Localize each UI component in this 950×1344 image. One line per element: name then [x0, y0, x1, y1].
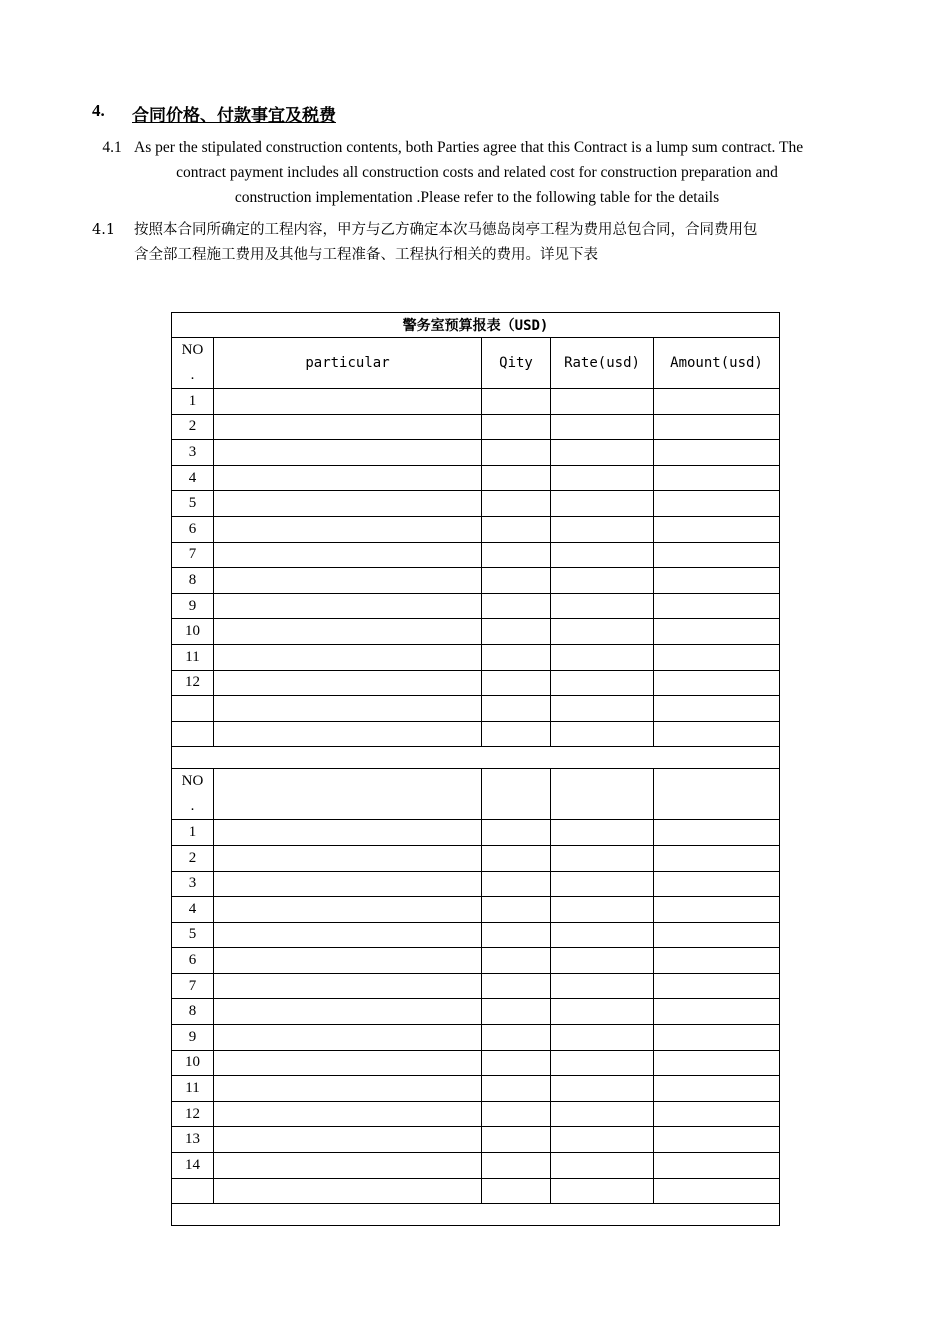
row-amount — [654, 516, 780, 542]
table-row — [172, 973, 780, 999]
row-number: 2 — [172, 845, 214, 871]
row-number: 1 — [172, 389, 214, 415]
row-rate — [551, 1153, 654, 1179]
table-row — [172, 465, 780, 491]
row-qty — [482, 820, 551, 846]
table-row — [172, 999, 780, 1025]
header-particular: particular — [214, 338, 482, 389]
table-row — [172, 491, 780, 517]
row-rate — [551, 1127, 654, 1153]
paragraph-line: As per the stipulated construction contents, both Parties agree that this Contract is a lump sum contract. The — [134, 139, 804, 156]
table-footer-row — [172, 1204, 780, 1226]
header-empty-cell — [482, 769, 551, 820]
row-particular — [214, 619, 482, 645]
row-particular — [214, 1101, 482, 1127]
row-amount — [654, 491, 780, 517]
row-amount — [654, 1101, 780, 1127]
paragraph-english — [92, 135, 862, 210]
row-qty — [482, 516, 551, 542]
row-rate — [551, 999, 654, 1025]
row-number — [172, 1178, 214, 1204]
row-rate — [551, 389, 654, 415]
row-rate — [551, 1101, 654, 1127]
row-rate — [551, 542, 654, 568]
row-number: 7 — [172, 542, 214, 568]
row-amount — [654, 973, 780, 999]
table-row — [172, 389, 780, 415]
row-qty — [482, 414, 551, 440]
row-particular — [214, 568, 482, 594]
row-amount — [654, 696, 780, 722]
row-amount — [654, 922, 780, 948]
row-number — [172, 721, 214, 747]
footer-cell — [172, 1204, 780, 1226]
row-rate — [551, 820, 654, 846]
row-qty — [482, 1153, 551, 1179]
row-particular — [214, 440, 482, 466]
row-qty — [482, 440, 551, 466]
row-qty — [482, 845, 551, 871]
table-row — [172, 1153, 780, 1179]
row-amount — [654, 644, 780, 670]
row-rate — [551, 871, 654, 897]
row-amount — [654, 845, 780, 871]
row-particular — [214, 1127, 482, 1153]
row-rate — [551, 593, 654, 619]
row-rate — [551, 922, 654, 948]
row-qty — [482, 721, 551, 747]
row-qty — [482, 922, 551, 948]
header-no-line2: . — [190, 798, 195, 815]
row-rate — [551, 897, 654, 923]
row-rate — [551, 1025, 654, 1051]
header-empty-cell — [214, 769, 482, 820]
row-particular — [214, 414, 482, 440]
row-number: 7 — [172, 973, 214, 999]
row-particular — [214, 1050, 482, 1076]
row-particular — [214, 999, 482, 1025]
row-qty — [482, 999, 551, 1025]
row-rate — [551, 721, 654, 747]
row-number: 12 — [172, 670, 214, 696]
row-particular — [214, 1153, 482, 1179]
row-number: 5 — [172, 922, 214, 948]
table-row — [172, 922, 780, 948]
section-number: 4. — [92, 101, 105, 120]
header-no-line1: NO — [181, 773, 204, 790]
table-row — [172, 568, 780, 594]
table-row — [172, 1025, 780, 1051]
row-particular — [214, 948, 482, 974]
row-particular — [214, 721, 482, 747]
row-particular — [214, 973, 482, 999]
section-title: 合同价格、付款事宜及税费 — [132, 106, 336, 126]
row-amount — [654, 999, 780, 1025]
row-qty — [482, 1050, 551, 1076]
row-qty — [482, 542, 551, 568]
row-qty — [482, 568, 551, 594]
row-qty — [482, 948, 551, 974]
row-amount — [654, 542, 780, 568]
header-empty-cell — [654, 769, 780, 820]
header-no-line1: NO — [181, 342, 204, 358]
table-row — [172, 696, 780, 722]
row-number: 11 — [172, 1076, 214, 1102]
row-qty — [482, 973, 551, 999]
row-amount — [654, 389, 780, 415]
row-qty — [482, 871, 551, 897]
paragraph-number: 4.1 — [102, 139, 122, 156]
table-row — [172, 820, 780, 846]
row-number — [172, 696, 214, 722]
table-row — [172, 593, 780, 619]
row-rate — [551, 845, 654, 871]
row-amount — [654, 670, 780, 696]
budget-table — [171, 312, 780, 1226]
header-empty-cell — [551, 769, 654, 820]
paragraph-chinese — [92, 218, 862, 268]
paragraph-line: contract payment includes all construction costs and related cost for construction preparation and — [176, 164, 778, 181]
row-qty — [482, 491, 551, 517]
table-row — [172, 440, 780, 466]
table-row — [172, 619, 780, 645]
row-rate — [551, 491, 654, 517]
row-number: 1 — [172, 820, 214, 846]
row-amount — [654, 1153, 780, 1179]
row-particular — [214, 593, 482, 619]
row-rate — [551, 516, 654, 542]
row-qty — [482, 619, 551, 645]
row-number: 11 — [172, 644, 214, 670]
row-amount — [654, 1076, 780, 1102]
table-row — [172, 1178, 780, 1204]
row-particular — [214, 897, 482, 923]
table-row — [172, 1050, 780, 1076]
row-number: 4 — [172, 897, 214, 923]
header-amount: Amount(usd) — [654, 338, 780, 389]
paragraph-line: 含全部工程施工费用及其他与工程准备、工程执行相关的费用。详见下表 — [134, 247, 598, 263]
row-qty — [482, 1101, 551, 1127]
header-no-line2: . — [190, 367, 195, 383]
row-number: 6 — [172, 516, 214, 542]
section-heading — [92, 101, 336, 126]
row-particular — [214, 696, 482, 722]
header-no — [172, 338, 214, 389]
table-row — [172, 1076, 780, 1102]
row-amount — [654, 440, 780, 466]
row-rate — [551, 619, 654, 645]
row-number: 5 — [172, 491, 214, 517]
row-qty — [482, 897, 551, 923]
row-rate — [551, 440, 654, 466]
table-row — [172, 1127, 780, 1153]
row-amount — [654, 1025, 780, 1051]
table-header-row-2 — [172, 769, 780, 820]
row-number: 9 — [172, 1025, 214, 1051]
row-particular — [214, 820, 482, 846]
row-amount — [654, 619, 780, 645]
row-number: 3 — [172, 871, 214, 897]
table-row — [172, 721, 780, 747]
row-qty — [482, 696, 551, 722]
table-row — [172, 542, 780, 568]
row-amount — [654, 871, 780, 897]
row-amount — [654, 948, 780, 974]
paragraph-line: construction implementation .Please refer to the following table for the details — [234, 189, 720, 206]
table-row — [172, 948, 780, 974]
row-qty — [482, 389, 551, 415]
table-row — [172, 670, 780, 696]
row-particular — [214, 922, 482, 948]
row-number: 2 — [172, 414, 214, 440]
row-qty — [482, 1025, 551, 1051]
table-spacer-row — [172, 747, 780, 769]
row-number: 10 — [172, 1050, 214, 1076]
row-amount — [654, 721, 780, 747]
row-particular — [214, 845, 482, 871]
table-header-row — [172, 338, 780, 389]
row-particular — [214, 465, 482, 491]
row-particular — [214, 542, 482, 568]
row-number: 4 — [172, 465, 214, 491]
row-rate — [551, 644, 654, 670]
row-number: 9 — [172, 593, 214, 619]
table-row — [172, 414, 780, 440]
table-row — [172, 845, 780, 871]
header-no — [172, 769, 214, 820]
table-row — [172, 1101, 780, 1127]
table-row — [172, 644, 780, 670]
row-amount — [654, 568, 780, 594]
header-qty: Qity — [482, 338, 551, 389]
row-particular — [214, 644, 482, 670]
row-number: 10 — [172, 619, 214, 645]
row-amount — [654, 1127, 780, 1153]
spacer-cell — [172, 747, 780, 769]
row-particular — [214, 670, 482, 696]
row-qty — [482, 1127, 551, 1153]
table-row — [172, 897, 780, 923]
row-particular — [214, 1025, 482, 1051]
row-number: 6 — [172, 948, 214, 974]
row-amount — [654, 820, 780, 846]
row-amount — [654, 593, 780, 619]
row-number: 3 — [172, 440, 214, 466]
row-rate — [551, 568, 654, 594]
row-rate — [551, 1076, 654, 1102]
row-rate — [551, 670, 654, 696]
paragraph-number: 4.1 — [92, 222, 116, 238]
row-number: 13 — [172, 1127, 214, 1153]
row-particular — [214, 389, 482, 415]
row-number: 14 — [172, 1153, 214, 1179]
row-number: 12 — [172, 1101, 214, 1127]
row-qty — [482, 670, 551, 696]
row-rate — [551, 696, 654, 722]
row-number: 8 — [172, 999, 214, 1025]
row-qty — [482, 593, 551, 619]
row-rate — [551, 414, 654, 440]
row-rate — [551, 1050, 654, 1076]
row-qty — [482, 1178, 551, 1204]
row-rate — [551, 465, 654, 491]
row-amount — [654, 897, 780, 923]
row-amount — [654, 1050, 780, 1076]
table-row — [172, 871, 780, 897]
row-rate — [551, 948, 654, 974]
row-qty — [482, 465, 551, 491]
row-amount — [654, 414, 780, 440]
row-qty — [482, 1076, 551, 1102]
row-particular — [214, 1178, 482, 1204]
paragraph-line: 按照本合同所确定的工程内容，甲方与乙方确定本次马德岛岗亭工程为费用总包合同，合同费用包 — [134, 222, 758, 238]
table-row — [172, 516, 780, 542]
row-amount — [654, 1178, 780, 1204]
row-rate — [551, 1178, 654, 1204]
row-particular — [214, 871, 482, 897]
row-particular — [214, 1076, 482, 1102]
row-rate — [551, 973, 654, 999]
row-particular — [214, 491, 482, 517]
row-qty — [482, 644, 551, 670]
row-number: 8 — [172, 568, 214, 594]
header-rate: Rate(usd) — [551, 338, 654, 389]
row-amount — [654, 465, 780, 491]
row-particular — [214, 516, 482, 542]
table-title: 警务室预算报表（USD) — [172, 313, 780, 338]
